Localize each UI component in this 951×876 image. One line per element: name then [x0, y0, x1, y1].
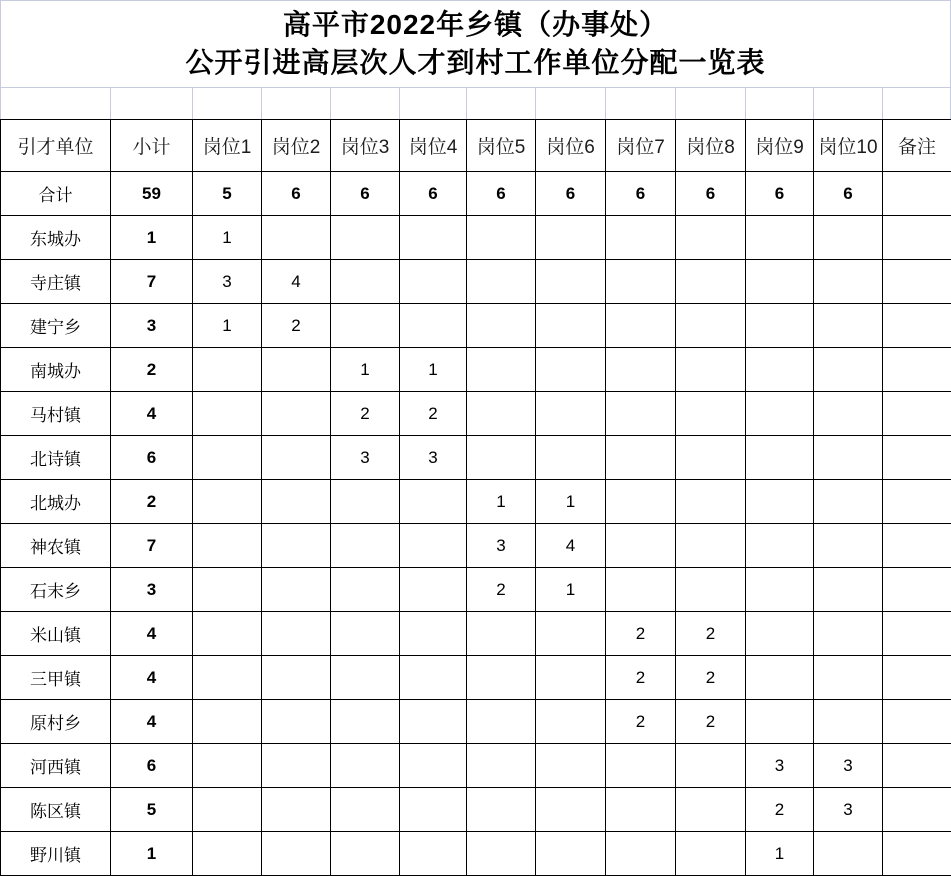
unit-position-cell: 2	[676, 656, 746, 700]
unit-name-cell: 野川镇	[1, 832, 111, 876]
unit-position-cell	[746, 304, 814, 348]
unit-subtotal-cell: 1	[111, 216, 193, 260]
unit-position-cell	[262, 788, 331, 832]
unit-position-cell	[536, 260, 606, 304]
gridline-cell	[331, 88, 400, 119]
unit-position-cell	[400, 304, 467, 348]
unit-position-cell	[262, 744, 331, 788]
unit-position-cell	[814, 216, 883, 260]
unit-position-cell	[331, 788, 400, 832]
unit-subtotal-cell: 1	[111, 832, 193, 876]
unit-position-cell	[536, 304, 606, 348]
unit-position-cell	[262, 524, 331, 568]
unit-position-cell	[606, 216, 676, 260]
unit-row	[1, 832, 951, 876]
unit-remark-cell	[883, 788, 951, 832]
allocation-table	[0, 119, 951, 876]
unit-position-cell	[606, 480, 676, 524]
unit-position-cell	[262, 656, 331, 700]
total-position-cell: 6	[331, 172, 400, 216]
unit-position-cell	[606, 832, 676, 876]
column-header-position-3: 岗位3	[331, 120, 400, 172]
unit-position-cell	[331, 744, 400, 788]
unit-position-cell	[193, 656, 262, 700]
unit-remark-cell	[883, 348, 951, 392]
gridline-cell	[467, 88, 536, 119]
unit-position-cell	[814, 304, 883, 348]
unit-position-cell: 3	[746, 744, 814, 788]
header-row	[1, 120, 951, 172]
unit-position-cell	[400, 524, 467, 568]
unit-position-cell	[400, 568, 467, 612]
unit-position-cell	[676, 788, 746, 832]
unit-remark-cell	[883, 216, 951, 260]
column-header-position-10: 岗位10	[814, 120, 883, 172]
unit-position-cell: 3	[331, 436, 400, 480]
unit-position-cell	[467, 700, 536, 744]
unit-remark-cell	[883, 832, 951, 876]
unit-remark-cell	[883, 436, 951, 480]
unit-subtotal-cell: 4	[111, 700, 193, 744]
unit-position-cell	[331, 216, 400, 260]
unit-position-cell	[536, 436, 606, 480]
unit-position-cell	[193, 700, 262, 744]
unit-position-cell	[193, 348, 262, 392]
unit-position-cell: 2	[676, 612, 746, 656]
unit-position-cell	[814, 568, 883, 612]
unit-position-cell	[606, 260, 676, 304]
unit-position-cell	[400, 656, 467, 700]
column-header-remarks: 备注	[883, 120, 951, 172]
unit-row	[1, 744, 951, 788]
column-header-position-4: 岗位4	[400, 120, 467, 172]
unit-position-cell	[262, 216, 331, 260]
unit-position-cell	[467, 216, 536, 260]
total-position-cell: 6	[676, 172, 746, 216]
unit-position-cell	[193, 480, 262, 524]
unit-position-cell	[400, 788, 467, 832]
unit-row	[1, 612, 951, 656]
unit-position-cell	[262, 348, 331, 392]
unit-position-cell	[331, 832, 400, 876]
unit-row	[1, 568, 951, 612]
gridline-cell	[746, 88, 814, 119]
unit-position-cell	[676, 524, 746, 568]
unit-position-cell	[331, 656, 400, 700]
unit-position-cell	[814, 260, 883, 304]
unit-position-cell	[606, 788, 676, 832]
unit-position-cell: 3	[814, 788, 883, 832]
unit-position-cell	[814, 656, 883, 700]
unit-position-cell	[746, 216, 814, 260]
unit-position-cell	[536, 392, 606, 436]
unit-position-cell: 2	[467, 568, 536, 612]
unit-position-cell	[746, 436, 814, 480]
unit-subtotal-cell: 4	[111, 392, 193, 436]
unit-subtotal-cell: 6	[111, 744, 193, 788]
unit-position-cell	[814, 436, 883, 480]
unit-remark-cell	[883, 700, 951, 744]
unit-position-cell	[746, 260, 814, 304]
gridline-cell	[536, 88, 606, 119]
unit-row	[1, 788, 951, 832]
unit-position-cell: 2	[606, 700, 676, 744]
unit-name-cell: 建宁乡	[1, 304, 111, 348]
unit-position-cell	[606, 348, 676, 392]
total-position-cell: 6	[746, 172, 814, 216]
unit-position-cell	[606, 436, 676, 480]
gridline-cell	[814, 88, 883, 119]
total-row	[1, 172, 951, 216]
unit-name-cell: 东城办	[1, 216, 111, 260]
unit-position-cell	[746, 700, 814, 744]
unit-position-cell: 1	[467, 480, 536, 524]
unit-position-cell: 4	[262, 260, 331, 304]
column-header-position-1: 岗位1	[193, 120, 262, 172]
unit-position-cell	[400, 260, 467, 304]
unit-position-cell	[193, 524, 262, 568]
unit-position-cell	[331, 568, 400, 612]
column-header-position-8: 岗位8	[676, 120, 746, 172]
unit-position-cell	[676, 304, 746, 348]
unit-name-cell: 米山镇	[1, 612, 111, 656]
unit-name-cell: 北诗镇	[1, 436, 111, 480]
gridline-cell	[883, 88, 951, 119]
unit-position-cell: 3	[193, 260, 262, 304]
unit-position-cell	[814, 524, 883, 568]
total-position-cell: 6	[606, 172, 676, 216]
unit-position-cell	[536, 348, 606, 392]
unit-subtotal-cell: 2	[111, 348, 193, 392]
total-position-cell: 6	[400, 172, 467, 216]
unit-remark-cell	[883, 568, 951, 612]
unit-position-cell	[536, 788, 606, 832]
unit-position-cell: 3	[400, 436, 467, 480]
unit-position-cell	[467, 348, 536, 392]
unit-position-cell	[467, 744, 536, 788]
unit-name-cell: 马村镇	[1, 392, 111, 436]
unit-position-cell: 2	[676, 700, 746, 744]
gridline-cell	[606, 88, 676, 119]
unit-remark-cell	[883, 612, 951, 656]
unit-position-cell	[400, 480, 467, 524]
unit-position-cell	[262, 392, 331, 436]
unit-position-cell	[536, 656, 606, 700]
unit-position-cell: 1	[193, 304, 262, 348]
unit-remark-cell	[883, 524, 951, 568]
unit-position-cell	[467, 304, 536, 348]
unit-position-cell	[193, 788, 262, 832]
unit-position-cell	[814, 700, 883, 744]
column-header-position-6: 岗位6	[536, 120, 606, 172]
unit-position-cell	[746, 568, 814, 612]
unit-position-cell	[262, 436, 331, 480]
unit-subtotal-cell: 5	[111, 788, 193, 832]
unit-position-cell	[536, 700, 606, 744]
total-position-cell: 5	[193, 172, 262, 216]
unit-position-cell	[262, 700, 331, 744]
unit-position-cell	[467, 392, 536, 436]
total-row-label: 合计	[1, 172, 111, 216]
column-header-position-9: 岗位9	[746, 120, 814, 172]
unit-position-cell	[676, 832, 746, 876]
unit-position-cell	[193, 832, 262, 876]
gridline-cell	[676, 88, 746, 119]
total-subtotal-cell: 59	[111, 172, 193, 216]
unit-position-cell	[193, 612, 262, 656]
unit-position-cell	[606, 744, 676, 788]
unit-position-cell	[746, 612, 814, 656]
unit-position-cell	[814, 392, 883, 436]
gridline-cell	[1, 88, 111, 119]
unit-row	[1, 436, 951, 480]
unit-position-cell	[331, 700, 400, 744]
column-header-position-5: 岗位5	[467, 120, 536, 172]
column-header-unit: 引才单位	[1, 120, 111, 172]
unit-name-cell: 北城办	[1, 480, 111, 524]
unit-position-cell	[467, 436, 536, 480]
total-position-cell: 6	[262, 172, 331, 216]
unit-row	[1, 524, 951, 568]
unit-position-cell: 3	[814, 744, 883, 788]
unit-position-cell	[193, 436, 262, 480]
table-body	[1, 172, 951, 876]
unit-position-cell	[676, 348, 746, 392]
unit-row	[1, 656, 951, 700]
unit-remark-cell	[883, 260, 951, 304]
unit-position-cell	[676, 216, 746, 260]
unit-position-cell	[606, 392, 676, 436]
unit-position-cell	[193, 744, 262, 788]
unit-position-cell	[262, 480, 331, 524]
unit-position-cell	[262, 568, 331, 612]
unit-position-cell	[606, 524, 676, 568]
unit-position-cell: 1	[193, 216, 262, 260]
unit-position-cell	[606, 304, 676, 348]
unit-row	[1, 260, 951, 304]
unit-position-cell	[467, 612, 536, 656]
unit-position-cell	[676, 436, 746, 480]
unit-position-cell	[400, 832, 467, 876]
unit-position-cell	[676, 744, 746, 788]
unit-position-cell: 2	[262, 304, 331, 348]
unit-name-cell: 神农镇	[1, 524, 111, 568]
unit-subtotal-cell: 7	[111, 260, 193, 304]
unit-row	[1, 480, 951, 524]
unit-position-cell	[467, 656, 536, 700]
unit-position-cell	[676, 392, 746, 436]
gridline-cell	[400, 88, 467, 119]
unit-position-cell	[331, 524, 400, 568]
unit-name-cell: 陈区镇	[1, 788, 111, 832]
unit-subtotal-cell: 7	[111, 524, 193, 568]
unit-position-cell	[814, 480, 883, 524]
unit-subtotal-cell: 2	[111, 480, 193, 524]
unit-subtotal-cell: 4	[111, 612, 193, 656]
title-line-1: 高平市2022年乡镇（办事处）	[282, 9, 669, 40]
unit-remark-cell	[883, 480, 951, 524]
total-position-cell: 6	[814, 172, 883, 216]
unit-position-cell: 3	[467, 524, 536, 568]
unit-position-cell	[400, 612, 467, 656]
unit-subtotal-cell: 3	[111, 304, 193, 348]
unit-position-cell	[814, 832, 883, 876]
unit-row	[1, 304, 951, 348]
title-block	[0, 0, 951, 88]
unit-remark-cell	[883, 304, 951, 348]
unit-position-cell	[400, 216, 467, 260]
unit-position-cell	[606, 568, 676, 612]
total-remark-cell	[883, 172, 951, 216]
unit-subtotal-cell: 3	[111, 568, 193, 612]
unit-remark-cell	[883, 744, 951, 788]
unit-position-cell	[262, 832, 331, 876]
unit-position-cell	[467, 832, 536, 876]
total-position-cell: 6	[467, 172, 536, 216]
unit-position-cell: 1	[536, 568, 606, 612]
unit-position-cell	[746, 348, 814, 392]
unit-position-cell	[814, 348, 883, 392]
gridline-cell	[262, 88, 331, 119]
unit-position-cell: 1	[331, 348, 400, 392]
unit-row	[1, 216, 951, 260]
unit-position-cell	[746, 524, 814, 568]
unit-name-cell: 南城办	[1, 348, 111, 392]
unit-position-cell	[746, 656, 814, 700]
unit-subtotal-cell: 4	[111, 656, 193, 700]
unit-position-cell	[536, 612, 606, 656]
unit-position-cell: 1	[400, 348, 467, 392]
unit-position-cell	[746, 392, 814, 436]
unit-position-cell	[331, 612, 400, 656]
unit-name-cell: 三甲镇	[1, 656, 111, 700]
unit-position-cell: 2	[606, 612, 676, 656]
unit-position-cell: 1	[536, 480, 606, 524]
unit-position-cell	[814, 612, 883, 656]
unit-subtotal-cell: 6	[111, 436, 193, 480]
unit-position-cell: 2	[606, 656, 676, 700]
total-position-cell: 6	[536, 172, 606, 216]
unit-position-cell	[536, 216, 606, 260]
unit-name-cell: 石末乡	[1, 568, 111, 612]
unit-name-cell: 河西镇	[1, 744, 111, 788]
unit-position-cell: 2	[400, 392, 467, 436]
title-line-2: 公开引进高层次人才到村工作单位分配一览表	[185, 47, 766, 78]
unit-row	[1, 700, 951, 744]
unit-remark-cell	[883, 392, 951, 436]
unit-position-cell	[193, 568, 262, 612]
unit-position-cell	[400, 744, 467, 788]
unit-position-cell	[746, 480, 814, 524]
unit-position-cell	[536, 744, 606, 788]
unit-position-cell	[400, 700, 467, 744]
gridline-cell	[193, 88, 262, 119]
empty-gridline-row	[0, 88, 951, 119]
unit-position-cell	[676, 568, 746, 612]
unit-position-cell	[467, 788, 536, 832]
unit-position-cell: 1	[746, 832, 814, 876]
column-header-position-7: 岗位7	[606, 120, 676, 172]
unit-position-cell	[676, 480, 746, 524]
unit-position-cell	[331, 260, 400, 304]
unit-name-cell: 寺庄镇	[1, 260, 111, 304]
unit-position-cell	[262, 612, 331, 656]
unit-row	[1, 348, 951, 392]
unit-position-cell	[331, 480, 400, 524]
unit-position-cell: 2	[746, 788, 814, 832]
gridline-cell	[111, 88, 193, 119]
unit-position-cell	[676, 260, 746, 304]
unit-name-cell: 原村乡	[1, 700, 111, 744]
unit-position-cell	[193, 392, 262, 436]
column-header-subtotal: 小计	[111, 120, 193, 172]
unit-position-cell: 4	[536, 524, 606, 568]
unit-position-cell	[331, 304, 400, 348]
unit-row	[1, 392, 951, 436]
unit-position-cell: 2	[331, 392, 400, 436]
column-header-position-2: 岗位2	[262, 120, 331, 172]
unit-remark-cell	[883, 656, 951, 700]
unit-position-cell	[536, 832, 606, 876]
unit-position-cell	[467, 260, 536, 304]
